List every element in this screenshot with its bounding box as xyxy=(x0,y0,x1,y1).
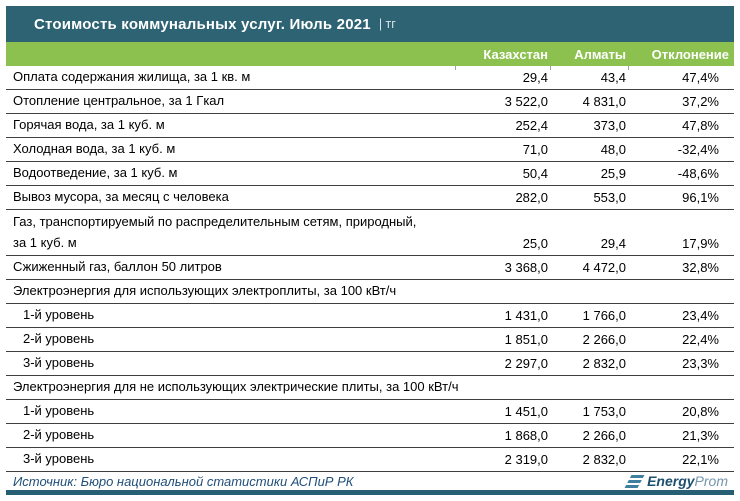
energyprom-stripes-icon xyxy=(625,475,645,488)
row-label-line1: 2-й уровень xyxy=(23,427,95,443)
cell-almaty: 1 766,0 xyxy=(582,308,626,323)
row-label-line1: Электроэнергия для использующих электроплиты, за 100 кВт/ч xyxy=(13,283,397,299)
cell-kazakhstan: 1 851,0 xyxy=(504,332,548,347)
row-label-line1: Холодная вода, за 1 куб. м xyxy=(13,141,176,157)
cell-almaty: 2 832,0 xyxy=(582,356,626,371)
row-label-line2: за 1 куб. м xyxy=(13,234,77,250)
cell-deviation: 22,4% xyxy=(682,332,719,347)
table-row xyxy=(6,66,734,90)
cell-kazakhstan: 1 868,0 xyxy=(504,428,548,443)
cell-almaty: 25,9 xyxy=(600,166,626,181)
table-row xyxy=(6,90,734,114)
row-label xyxy=(6,117,461,133)
row-label-line1: Электроэнергия для не использующих электрические плиты, за 100 кВт/ч xyxy=(13,379,459,395)
bottom-bar xyxy=(6,490,734,495)
cell-almaty: 43,4 xyxy=(600,70,626,85)
row-label xyxy=(6,210,461,255)
cell-kazakhstan: 1 451,0 xyxy=(504,404,548,419)
cell-deviation: 96,1% xyxy=(682,190,719,205)
cell-almaty: 2 832,0 xyxy=(582,452,626,467)
cell-kazakhstan: 1 431,0 xyxy=(504,308,548,323)
cell-kazakhstan: 50,4 xyxy=(522,166,548,181)
cell-deviation: 23,3% xyxy=(682,356,719,371)
table-row xyxy=(6,210,734,256)
table-row xyxy=(6,304,734,328)
cell-almaty: 4 831,0 xyxy=(582,94,626,109)
cell-deviation: -32,4% xyxy=(677,142,719,157)
cell-almaty: 373,0 xyxy=(593,118,626,133)
cell-almaty: 2 266,0 xyxy=(582,332,626,347)
cell-kazakhstan: 25,0 xyxy=(522,236,548,251)
table-row xyxy=(6,400,734,424)
cell-kazakhstan: 2 297,0 xyxy=(504,356,548,371)
row-label xyxy=(6,165,461,181)
cell-deviation: 20,8% xyxy=(682,404,719,419)
row-label-line1: Горячая вода, за 1 куб. м xyxy=(13,117,165,133)
row-label xyxy=(6,69,461,85)
row-label xyxy=(6,403,461,419)
row-label xyxy=(6,259,461,275)
cell-deviation: 21,3% xyxy=(682,428,719,443)
row-label-line1: 2-й уровень xyxy=(23,331,95,347)
cell-kazakhstan: 3 368,0 xyxy=(504,260,548,275)
row-label xyxy=(6,93,461,109)
page-title: Стоимость коммунальных услуг. Июль 2021 xyxy=(34,15,371,33)
logo-text xyxy=(647,474,728,488)
cell-almaty: 553,0 xyxy=(593,190,626,205)
cell-almaty: 48,0 xyxy=(600,142,626,157)
energyprom-logo xyxy=(628,474,728,488)
row-label-line1: Водоотведение, за 1 куб. м xyxy=(13,165,178,181)
cell-deviation: 37,2% xyxy=(682,94,719,109)
source-text: Источник: Бюро национальной статистики АСПиР РК xyxy=(13,473,354,489)
cell-kazakhstan: 282,0 xyxy=(515,190,548,205)
cell-almaty: 4 472,0 xyxy=(582,260,626,275)
cell-deviation: -48,6% xyxy=(677,166,719,181)
row-label xyxy=(6,283,734,299)
cell-almaty: 1 753,0 xyxy=(582,404,626,419)
row-label xyxy=(6,141,461,157)
table-row xyxy=(6,162,734,186)
cell-deviation: 17,9% xyxy=(682,236,719,251)
column-divider-tick xyxy=(455,66,456,70)
logo-text-prom: Prom xyxy=(694,473,728,489)
cell-deviation: 22,1% xyxy=(682,452,719,467)
row-label xyxy=(6,307,461,323)
column-divider-tick xyxy=(550,66,551,70)
row-label xyxy=(6,189,461,205)
row-label-line1: Отопление центральное, за 1 Гкал xyxy=(13,93,225,109)
column-divider-tick xyxy=(628,66,629,70)
cell-kazakhstan: 71,0 xyxy=(522,142,548,157)
table-header-row xyxy=(6,42,734,66)
row-label xyxy=(6,451,461,467)
row-label-line1: 1-й уровень xyxy=(23,403,95,419)
cell-deviation: 23,4% xyxy=(682,308,719,323)
row-label-line1: 3-й уровень xyxy=(23,355,95,371)
footer xyxy=(6,472,734,490)
cell-almaty: 29,4 xyxy=(600,236,626,251)
cell-deviation: 32,8% xyxy=(682,260,719,275)
cell-kazakhstan: 2 319,0 xyxy=(504,452,548,467)
row-label xyxy=(6,355,461,371)
table-row xyxy=(6,280,734,304)
table-row xyxy=(6,256,734,280)
row-label-line1: 1-й уровень xyxy=(23,307,95,323)
logo-text-energy: Energy xyxy=(647,473,695,489)
cell-almaty: 2 266,0 xyxy=(582,428,626,443)
header-col-kazakhstan: Казахстан xyxy=(483,46,548,62)
header-col-almaty: Алматы xyxy=(574,46,626,62)
row-label-line1: 3-й уровень xyxy=(23,451,95,467)
cell-deviation: 47,8% xyxy=(682,118,719,133)
cell-kazakhstan: 252,4 xyxy=(515,118,548,133)
table-row xyxy=(6,448,734,472)
row-label xyxy=(6,427,461,443)
header-col-deviation: Отклонение xyxy=(651,46,729,62)
table-row xyxy=(6,138,734,162)
title-bar xyxy=(6,6,734,42)
table-row xyxy=(6,352,734,376)
row-label-line1: Оплата содержания жилища, за 1 кв. м xyxy=(13,69,251,85)
row-label-line1: Сжиженный газ, баллон 50 литров xyxy=(13,259,222,275)
row-label-line1: Газ, транспортируемый по распределительным сетям, природный, xyxy=(13,214,417,229)
table-row xyxy=(6,376,734,400)
row-label-line1: Вывоз мусора, за месяц с человека xyxy=(13,189,229,205)
row-label xyxy=(6,379,734,395)
table-row xyxy=(6,424,734,448)
table-row xyxy=(6,114,734,138)
table-row xyxy=(6,328,734,352)
table-body xyxy=(6,66,734,472)
title-unit: | тг xyxy=(378,17,396,31)
table-row xyxy=(6,186,734,210)
cell-kazakhstan: 29,4 xyxy=(522,70,548,85)
cell-kazakhstan: 3 522,0 xyxy=(504,94,548,109)
row-label xyxy=(6,331,461,347)
cell-deviation: 47,4% xyxy=(682,70,719,85)
